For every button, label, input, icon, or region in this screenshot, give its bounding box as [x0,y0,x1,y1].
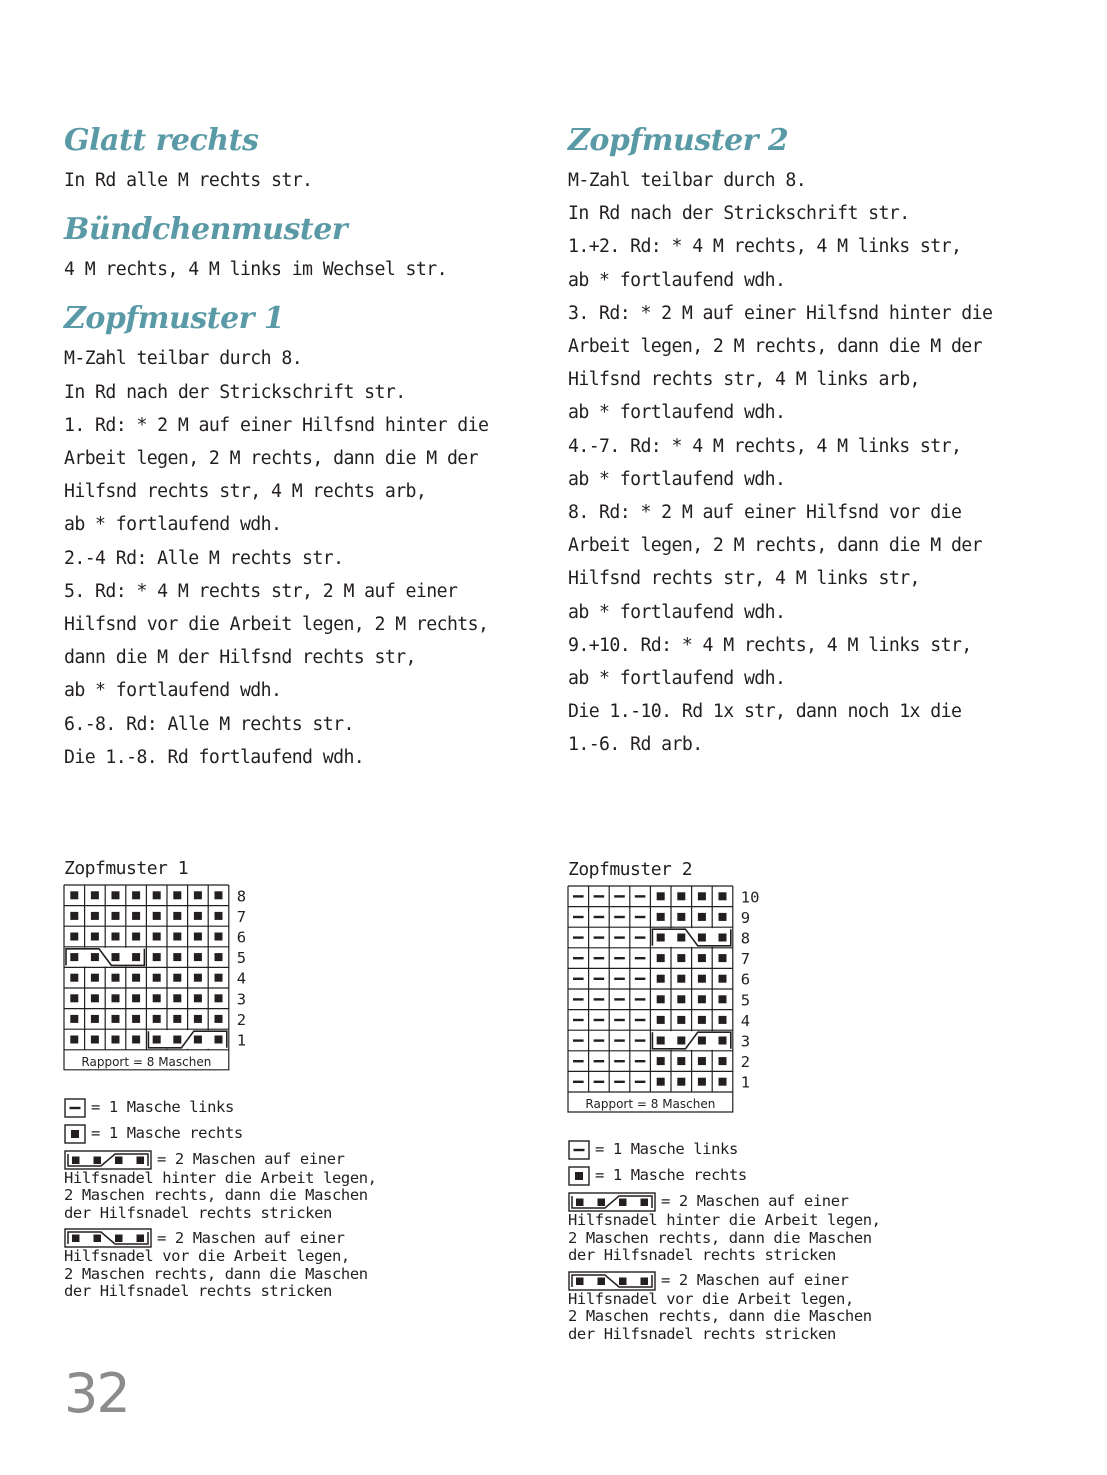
knit-stitch-symbol [91,912,99,920]
instruction-line: 4.-7. Rd: * 4 M rechts, 4 M links str, [568,435,962,457]
knit-stitch-symbol [698,1057,706,1065]
legend-text: der Hilfsnadel rechts stricken [64,1203,332,1222]
knit-stitch-symbol [70,891,78,899]
knit-stitch-symbol [173,974,181,982]
knit-stitch-symbol [153,974,161,982]
purl-stitch-symbol [635,1060,646,1062]
instruction-line: Arbeit legen, 2 M rechts, dann die M der [64,448,478,470]
row-number: 2 [740,1053,751,1072]
knit-stitch-symbol [132,891,140,899]
knit-stitch-symbol [112,891,120,899]
knit-stitch-symbol [677,954,685,962]
purl-stitch-symbol [594,978,605,980]
knit-stitch-symbol [173,1015,181,1023]
chart-legend [64,1098,377,1301]
knit-stitch-symbol [719,1078,727,1086]
knitting-chart-grid [64,885,269,1084]
knit-stitch-symbol [215,953,223,961]
legend-text: = 2 Maschen auf einer [661,1192,849,1211]
purl-stitch-symbol [635,895,646,897]
knit-stitch-symbol [657,892,665,900]
knit-stitch-symbol [132,974,140,982]
instruction-line: Arbeit legen, 2 M rechts, dann die M der [568,535,982,557]
purl-stitch-symbol [573,998,584,1000]
knit-stitch-symbol [657,995,665,1003]
purl-stitch-symbol [635,978,646,980]
purl-stitch-symbol [573,1060,584,1062]
knit-stitch-symbol [719,913,727,921]
instruction-line: In Rd alle M rechts str. [64,170,313,191]
legend-item [64,1124,377,1144]
row-number: 5 [236,949,247,968]
chart-legend [568,1140,881,1343]
cable-front-symbol [65,948,145,967]
row-number: 8 [740,929,751,948]
knit-stitch-symbol [91,1015,99,1023]
legend-text: 2 Maschen rechts, dann die Maschen [64,1186,368,1205]
purl-stitch-symbol [614,1060,625,1062]
purl-stitch-symbol [573,1019,584,1021]
knit-stitch-symbol [70,933,78,941]
knit-stitch-symbol [657,1057,665,1065]
knit-stitch-symbol [194,953,202,961]
knit-stitch-symbol [698,1078,706,1086]
knit-stitch-symbol [173,953,181,961]
cable-back-legend-icon [568,1192,656,1212]
purl-stitch-symbol [573,916,584,918]
knit-stitch-symbol [215,891,223,899]
instruction-line: Hilfsnd rechts str, 4 M links arb, [568,369,920,391]
purl-stitch-symbol [635,916,646,918]
instruction-line: M-Zahl teilbar durch 8. [64,348,303,370]
knit-stitch-symbol [112,994,120,1002]
knit-stitch-symbol [153,1015,161,1023]
legend-text: der Hilfsnadel rechts stricken [568,1324,836,1343]
legend-text: = 1 Masche rechts [595,1166,747,1185]
knit-stitch-symbol [173,994,181,1002]
cable-front-legend-icon [64,1228,152,1248]
knit-stitch-symbol [698,892,706,900]
section [64,122,534,197]
row-number: 5 [740,991,751,1010]
knit-stitch-symbol [153,933,161,941]
knit-stitch-symbol [698,913,706,921]
knit-stitch-symbol [194,994,202,1002]
purl-stitch-symbol [635,936,646,938]
legend-text: = 2 Maschen auf einer [157,1228,345,1247]
knit-stitch-symbol [153,912,161,920]
legend-item [568,1271,881,1344]
knit-stitch-symbol [91,933,99,941]
knit-stitch-symbol [719,954,727,962]
instruction-line: 1. Rd: * 2 M auf einer Hilfsnd hinter die [64,414,489,436]
legend-text: 2 Maschen rechts, dann die Maschen [568,1228,872,1247]
knit-stitch-symbol [70,1036,78,1044]
purl-legend-icon [568,1140,590,1160]
page-number: 32 [64,1362,129,1425]
purl-stitch-symbol [594,957,605,959]
purl-stitch-symbol [614,1081,625,1083]
section [64,211,534,286]
knit-stitch-symbol [215,1015,223,1023]
instruction-line: 1.+2. Rd: * 4 M rechts, 4 M links str, [568,236,962,258]
legend-text: = 2 Maschen auf einer [661,1270,849,1289]
purl-stitch-symbol [594,1039,605,1041]
instruction-line: Hilfsnd rechts str, 4 M rechts arb, [64,481,427,503]
purl-stitch-symbol [614,936,625,938]
knit-stitch-symbol [215,994,223,1002]
knit-stitch-symbol [677,995,685,1003]
knit-stitch-symbol [173,912,181,920]
legend-text: 2 Maschen rechts, dann die Maschen [64,1264,368,1283]
purl-stitch-symbol [635,1039,646,1041]
purl-stitch-symbol [594,895,605,897]
cable-front-symbol [651,928,731,947]
knit-stitch-symbol [657,954,665,962]
row-number: 4 [236,969,247,988]
knit-stitch-symbol [70,994,78,1002]
knit-stitch-symbol [677,1016,685,1024]
knit-stitch-symbol [132,994,140,1002]
legend-item [568,1140,881,1160]
purl-stitch-symbol [635,957,646,959]
knit-stitch-symbol [132,912,140,920]
knit-stitch-symbol [91,891,99,899]
knit-stitch-symbol [719,975,727,983]
row-number: 6 [740,970,751,989]
instruction-line: 4 M rechts, 4 M links im Wechsel str. [64,259,447,281]
knit-stitch-symbol [719,1057,727,1065]
knit-stitch-symbol [677,1078,685,1086]
knit-stitch-symbol [112,1015,120,1023]
legend-text: Hilfsnadel hinter die Arbeit legen, [64,1168,377,1187]
row-number: 4 [740,1011,751,1030]
instruction-line: M-Zahl teilbar durch 8. [568,170,807,191]
knit-stitch-symbol [153,994,161,1002]
knit-stitch-symbol [719,1016,727,1024]
instruction-line: Die 1.-10. Rd 1x str, dann noch 1x die [568,701,962,723]
legend-item [568,1192,881,1265]
knit-stitch-symbol [657,1078,665,1086]
row-number: 7 [740,950,751,969]
knit-stitch-symbol [698,995,706,1003]
instruction-line: ab * fortlaufend wdh. [64,514,282,536]
legend-text: 2 Maschen rechts, dann die Maschen [568,1307,872,1325]
cable-front-legend-icon [568,1271,656,1291]
knit-stitch-symbol [194,891,202,899]
section [568,122,1038,762]
knit-stitch-symbol [70,974,78,982]
rapport-label: Rapport = 8 Maschen [81,1054,212,1069]
knit-stitch-symbol [91,974,99,982]
knit-stitch-symbol [112,1036,120,1044]
purl-stitch-symbol [594,936,605,938]
instruction-line: Arbeit legen, 2 M rechts, dann die M der [568,336,982,358]
knit-stitch-symbol [91,994,99,1002]
instruction-line: 3. Rd: * 2 M auf einer Hilfsnd hinter die [568,302,993,324]
knit-stitch-symbol [677,913,685,921]
instruction-line: ab * fortlaufend wdh. [568,269,786,291]
knit-stitch-symbol [112,974,120,982]
purl-legend-icon [64,1098,86,1118]
instruction-line: 8. Rd: * 2 M auf einer Hilfsnd vor die [568,502,962,524]
instruction-line: 2.-4 Rd: Alle M rechts str. [64,547,344,569]
row-number: 1 [740,1073,751,1092]
row-number: 8 [236,887,247,906]
knit-stitch-symbol [112,912,120,920]
knit-stitch-symbol [719,892,727,900]
section-heading: Zopfmuster 1 [64,301,285,337]
knit-stitch-symbol [132,1015,140,1023]
purl-stitch-symbol [573,1081,584,1083]
legend-text: der Hilfsnadel rechts stricken [64,1282,332,1301]
purl-stitch-symbol [614,998,625,1000]
legend-text: = 1 Masche rechts [91,1124,243,1143]
row-number: 3 [236,990,247,1009]
instruction-line: Die 1.-8. Rd fortlaufend wdh. [64,746,365,768]
knit-stitch-symbol [698,1016,706,1024]
knitting-chart-grid [568,886,773,1126]
knit-stitch-symbol [132,933,140,941]
knit-stitch-symbol [173,933,181,941]
legend-text: Hilfsnadel vor die Arbeit legen, [64,1247,350,1266]
legend-text: Hilfsnadel vor die Arbeit legen, [568,1289,854,1308]
knit-stitch-symbol [215,912,223,920]
row-number: 1 [236,1031,247,1050]
rapport-label: Rapport = 8 Maschen [585,1097,716,1111]
instruction-line: Hilfsnd vor die Arbeit legen, 2 M rechts, [64,614,489,636]
row-number: 6 [236,928,247,947]
purl-stitch-symbol [594,1060,605,1062]
row-number: 9 [740,908,751,927]
right-column [568,122,1038,776]
purl-stitch-symbol [614,916,625,918]
knit-stitch-symbol [91,1036,99,1044]
instruction-line: 9.+10. Rd: * 4 M rechts, 4 M links str, [568,634,972,656]
cable-back-symbol [147,1030,227,1049]
knit-stitch-symbol [677,1057,685,1065]
purl-stitch-symbol [614,895,625,897]
instruction-line: 5. Rd: * 4 M rechts str, 2 M auf einer [64,580,458,602]
chart-block-zopfmuster-1 [64,858,377,1307]
knit-stitch-symbol [153,891,161,899]
instruction-line: ab * fortlaufend wdh. [568,402,786,424]
purl-stitch-symbol [594,1081,605,1083]
purl-stitch-symbol [614,978,625,980]
instruction-line: 1.-6. Rd arb. [568,734,703,756]
instruction-line: ab * fortlaufend wdh. [568,668,786,690]
chart-title: Zopfmuster 2 [568,859,693,880]
instruction-line: Hilfsnd rechts str, 4 M links str, [568,568,920,590]
knit-stitch-symbol [719,995,727,1003]
instruction-line: In Rd nach der Strickschrift str. [568,203,910,225]
legend-item [64,1098,377,1118]
knit-stitch-symbol [657,975,665,983]
section-heading: Bündchenmuster [64,212,348,248]
knit-stitch-symbol [215,974,223,982]
row-number: 10 [740,888,760,907]
section-heading: Glatt rechts [64,123,259,158]
instruction-line: ab * fortlaufend wdh. [64,680,282,702]
knit-stitch-symbol [194,1015,202,1023]
knit-stitch-symbol [657,1016,665,1024]
purl-stitch-symbol [573,895,584,897]
legend-text: der Hilfsnadel rechts stricken [568,1246,836,1264]
knit-stitch-symbol [70,1015,78,1023]
row-number: 2 [236,1010,247,1029]
legend-text: = 1 Masche links [91,1098,234,1117]
instruction-line: 6.-8. Rd: Alle M rechts str. [64,713,354,735]
instruction-line: ab * fortlaufend wdh. [568,468,786,490]
knit-stitch-symbol [194,974,202,982]
purl-stitch-symbol [573,978,584,980]
legend-text: Hilfsnadel hinter die Arbeit legen, [568,1211,881,1229]
knit-stitch-symbol [698,954,706,962]
knit-stitch-symbol [677,892,685,900]
purl-stitch-symbol [635,1019,646,1021]
purl-stitch-symbol [614,1039,625,1041]
instruction-line: In Rd nach der Strickschrift str. [64,381,406,403]
purl-stitch-symbol [594,1019,605,1021]
left-column [64,122,534,788]
purl-stitch-symbol [573,936,584,938]
instruction-line: ab * fortlaufend wdh. [568,601,786,623]
purl-stitch-symbol [573,957,584,959]
purl-stitch-symbol [635,998,646,1000]
purl-stitch-symbol [635,1081,646,1083]
cable-back-symbol [651,1031,731,1050]
chart-block-zopfmuster-2 [568,859,881,1349]
knit-legend-icon [64,1124,86,1144]
legend-text: = 1 Masche links [595,1140,738,1159]
knit-stitch-symbol [194,912,202,920]
knit-stitch-symbol [215,933,223,941]
legend-item [64,1150,377,1223]
purl-stitch-symbol [614,957,625,959]
purl-stitch-symbol [573,1039,584,1041]
knit-stitch-symbol [70,912,78,920]
purl-stitch-symbol [594,998,605,1000]
knit-stitch-symbol [132,1036,140,1044]
legend-item [568,1166,881,1186]
knit-legend-icon [568,1166,590,1186]
chart-title: Zopfmuster 1 [64,858,189,879]
cable-back-legend-icon [64,1150,152,1170]
purl-stitch-symbol [594,916,605,918]
knit-stitch-symbol [112,933,120,941]
purl-stitch-symbol [614,1019,625,1021]
section [64,300,534,774]
legend-text: = 2 Maschen auf einer [157,1150,345,1169]
knit-stitch-symbol [677,975,685,983]
knit-stitch-symbol [194,933,202,941]
row-number: 7 [236,907,247,926]
legend-item [64,1228,377,1301]
knit-stitch-symbol [698,975,706,983]
knit-stitch-symbol [153,953,161,961]
section-heading: Zopfmuster 2 [568,123,789,158]
knit-stitch-symbol [657,913,665,921]
instruction-line: dann die M der Hilfsnd rechts str, [64,647,416,669]
row-number: 3 [740,1032,751,1051]
knit-stitch-symbol [173,891,181,899]
